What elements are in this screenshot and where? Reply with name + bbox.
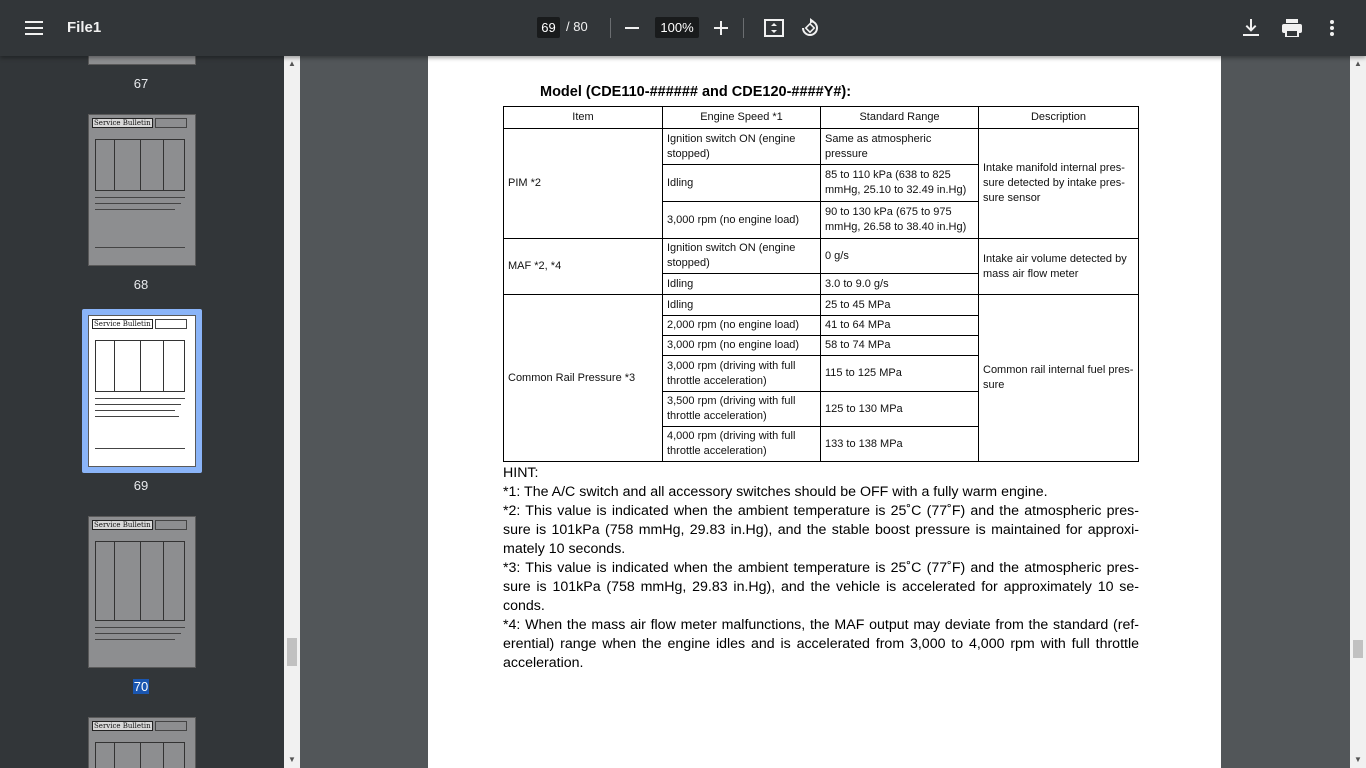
description-cell: Intake manifold internal pres-sure detected by intake pres-sure sensor xyxy=(979,129,1139,239)
speed-cell: 3,000 rpm (no engine load) xyxy=(663,336,821,356)
range-cell: 41 to 64 MPa xyxy=(821,316,979,336)
scrollbar-thumb[interactable] xyxy=(1353,640,1363,658)
fit-to-page-icon[interactable] xyxy=(762,16,786,40)
speed-cell: Idling xyxy=(663,274,821,295)
speed-cell: Ignition switch ON (engine stopped) xyxy=(663,239,821,274)
thumbnail-label: 69 xyxy=(133,478,149,493)
table-row xyxy=(504,295,1139,316)
sidebar-scrollbar[interactable] xyxy=(284,56,300,768)
thumbnail-label-selected: 70 xyxy=(133,679,149,694)
table-row xyxy=(504,129,1139,165)
speed-cell: 3,000 rpm (no engine load) xyxy=(663,202,821,239)
thumbnail-table xyxy=(95,139,185,191)
range-cell: 115 to 125 MPa xyxy=(821,356,979,392)
page-total: / 80 xyxy=(566,19,588,34)
range-cell: 0 g/s xyxy=(821,239,979,274)
thumbnail-label: 67 xyxy=(133,76,149,91)
column-header: Engine Speed *1 xyxy=(663,107,821,129)
range-cell: 25 to 45 MPa xyxy=(821,295,979,316)
model-title: Model (CDE110-###### and CDE120-####Y#): xyxy=(540,84,852,100)
hint-section xyxy=(503,464,1139,673)
zoom-out-icon[interactable] xyxy=(620,16,644,40)
print-icon[interactable] xyxy=(1280,16,1304,40)
page-number-input[interactable]: 69 xyxy=(537,17,560,38)
thumbnail-line xyxy=(95,197,185,198)
rotate-icon[interactable] xyxy=(798,16,822,40)
item-cell: Common Rail Pressure *3 xyxy=(504,295,663,462)
thumbnail-line xyxy=(95,404,181,405)
zoom-in-icon[interactable] xyxy=(709,16,733,40)
toolbar-divider xyxy=(743,18,744,38)
range-cell: 85 to 110 kPa (638 to 825 mmHg, 25.10 to 32.49 in.Hg) xyxy=(821,165,979,202)
scroll-up-icon[interactable]: ▲ xyxy=(288,59,296,68)
page-thumbnail-70[interactable] xyxy=(88,516,196,668)
table-header-row xyxy=(504,107,1139,129)
speed-cell: 4,000 rpm (driving with full throttle acceleration) xyxy=(663,427,821,462)
hint-paragraph: *3: This value is indicated when the ambient temperature is 25˚C (77˚F) and the atmospheric pres-sure is 101kPa (758 mmHg, 29.83 in.Hg), and the vehicle is accelerated for approximately 10 se-conds. xyxy=(503,560,1139,614)
scroll-down-icon[interactable]: ▼ xyxy=(288,755,296,764)
thumbnail-table xyxy=(95,541,185,621)
thumbnail-header-box xyxy=(155,118,187,128)
thumbnail-line xyxy=(95,416,179,417)
thumbnail-line xyxy=(95,398,185,399)
hint-title: HINT: xyxy=(503,465,539,481)
speed-cell: 3,500 rpm (driving with full throttle acceleration) xyxy=(663,392,821,427)
speed-cell: Idling xyxy=(663,295,821,316)
column-header: Description xyxy=(979,107,1139,129)
toolbar-divider xyxy=(610,18,611,38)
speed-cell: Ignition switch ON (engine stopped) xyxy=(663,129,821,165)
thumbnail-logo: Service Bulletin xyxy=(94,119,151,127)
page-thumbnail-68[interactable] xyxy=(88,114,196,266)
thumbnail-table xyxy=(95,340,185,392)
description-cell: Common rail internal fuel pres-sure xyxy=(979,295,1139,462)
thumbnail-sidebar xyxy=(0,56,300,768)
thumbnail-line xyxy=(95,209,175,210)
zoom-input[interactable]: 100% xyxy=(655,17,699,38)
hint-paragraph: *4: When the mass air flow meter malfunctions, the MAF output may deviate from the standard (ref-erential) range when the engine idles and is accelerated from 3,000 to 4,000 rpm with full throttle acceleration. xyxy=(503,617,1139,671)
more-options-icon[interactable] xyxy=(1320,16,1344,40)
document-viewer xyxy=(300,56,1350,768)
thumbnail-logo: Service Bulletin xyxy=(94,320,151,328)
column-header: Item xyxy=(504,107,663,129)
range-cell: 125 to 130 MPa xyxy=(821,392,979,427)
range-cell: Same as atmospheric pressure xyxy=(821,129,979,165)
thumbnail-line xyxy=(95,247,185,248)
scroll-down-icon[interactable]: ▼ xyxy=(1354,755,1362,764)
range-cell: 58 to 74 MPa xyxy=(821,336,979,356)
thumbnail-logo: Service Bulletin xyxy=(94,521,151,529)
table-row xyxy=(504,239,1139,274)
speed-cell: Idling xyxy=(663,165,821,202)
range-cell: 133 to 138 MPa xyxy=(821,427,979,462)
item-cell: MAF *2, *4 xyxy=(504,239,663,295)
thumbnail-logo: Service Bulletin xyxy=(94,722,151,730)
download-icon[interactable] xyxy=(1239,16,1263,40)
spec-table xyxy=(503,106,1139,462)
page-thumbnail-71[interactable] xyxy=(88,717,196,768)
pdf-page xyxy=(428,56,1221,768)
hint-paragraph: *2: This value is indicated when the ambient temperature is 25˚C (77˚F) and the atmospheric pres-sure is 101kPa (758 mmHg, 29.83 in.Hg), and the stable boost pressure is maintained for approxi-mately 10 seconds. xyxy=(503,503,1139,557)
file-title: File1 xyxy=(67,19,102,36)
page-thumbnail-67[interactable] xyxy=(88,56,196,65)
scroll-up-icon[interactable]: ▲ xyxy=(1354,59,1362,68)
hint-paragraph: *1: The A/C switch and all accessory switches should be OFF with a fully warm engine. xyxy=(503,484,1048,500)
thumbnail-line xyxy=(95,410,175,411)
document-scrollbar[interactable] xyxy=(1350,56,1366,768)
pdf-toolbar xyxy=(0,0,1366,56)
scrollbar-thumb[interactable] xyxy=(287,638,297,666)
description-cell: Intake air volume detected by mass air flow meter xyxy=(979,239,1139,295)
menu-icon[interactable] xyxy=(22,16,46,40)
page-thumbnail-69[interactable] xyxy=(88,315,196,467)
thumbnail-line xyxy=(95,448,185,449)
thumbnail-line xyxy=(95,203,181,204)
thumbnail-line xyxy=(95,639,175,640)
thumbnail-line xyxy=(95,633,181,634)
speed-cell: 3,000 rpm (driving with full throttle acceleration) xyxy=(663,356,821,392)
column-header: Standard Range xyxy=(821,107,979,129)
thumbnail-header-box xyxy=(155,721,187,731)
thumbnail-label: 68 xyxy=(133,277,149,292)
item-cell: PIM *2 xyxy=(504,129,663,239)
thumbnail-header-box xyxy=(155,319,187,329)
speed-cell: 2,000 rpm (no engine load) xyxy=(663,316,821,336)
range-cell: 3.0 to 9.0 g/s xyxy=(821,274,979,295)
thumbnail-line xyxy=(95,627,185,628)
thumbnail-header-box xyxy=(155,520,187,530)
thumbnail-table xyxy=(95,742,185,768)
range-cell: 90 to 130 kPa (675 to 975 mmHg, 26.58 to 38.40 in.Hg) xyxy=(821,202,979,239)
